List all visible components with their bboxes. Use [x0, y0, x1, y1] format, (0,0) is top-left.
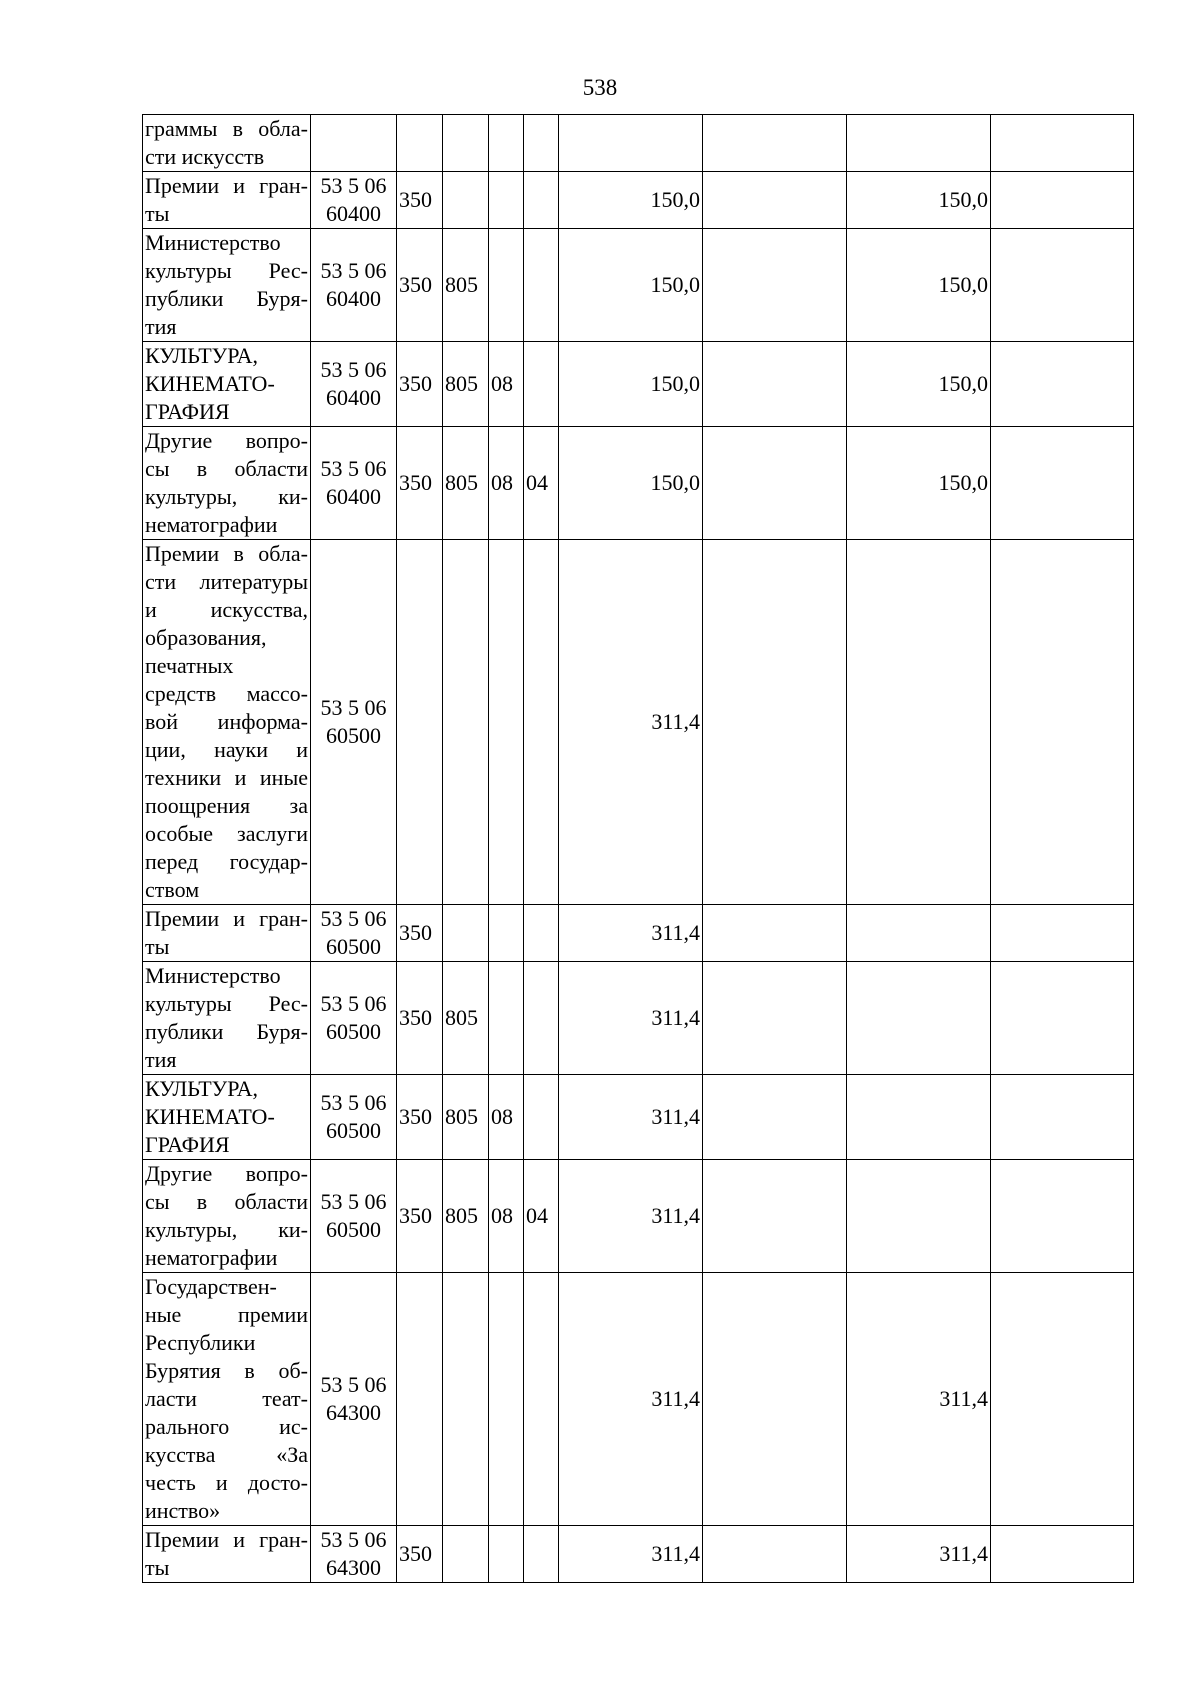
row-code [311, 172, 397, 229]
row-v3: 150,0 [847, 172, 991, 229]
row-name-line: культуры Рес- [145, 258, 308, 283]
table-row [143, 342, 1134, 427]
row-c2 [443, 1526, 489, 1583]
row-code [311, 1273, 397, 1526]
row-code-line: 53 5 06 [320, 173, 387, 198]
row-name-line: Премии в обла- [145, 541, 308, 566]
table-body [143, 115, 1134, 1583]
row-code-line: 64300 [326, 1555, 381, 1580]
row-name-line: Премии и гран- [145, 906, 308, 931]
row-c4 [524, 342, 559, 427]
table-row [143, 1075, 1134, 1160]
row-v4 [991, 1273, 1134, 1526]
row-name-line: КИНЕМАТО- [145, 371, 275, 396]
row-name-line: Премии и гран- [145, 173, 308, 198]
row-c2 [443, 115, 489, 172]
row-name-line: перед государ- [145, 849, 308, 874]
row-name-line: рального ис- [145, 1414, 308, 1439]
row-name [143, 962, 311, 1075]
row-code-line: 60500 [326, 1019, 381, 1044]
row-name-line: честь и досто- [145, 1470, 308, 1495]
row-v1: 311,4 [559, 962, 703, 1075]
row-v4 [991, 427, 1134, 540]
row-name-line: Государствен- [145, 1274, 277, 1299]
row-name-line: нематографии [145, 1245, 278, 1270]
row-code [311, 1526, 397, 1583]
row-code-line: 53 5 06 [320, 1527, 387, 1552]
table-row [143, 905, 1134, 962]
row-code [311, 342, 397, 427]
row-code-line: 60500 [326, 1118, 381, 1143]
row-code-line: 53 5 06 [320, 1372, 387, 1397]
row-code-line: 53 5 06 [320, 357, 387, 382]
row-name-line: кусства «За [145, 1442, 308, 1467]
row-name-line: Министерство [145, 230, 281, 255]
row-c1: 350 [397, 342, 443, 427]
row-name-line: граммы в обла- [145, 116, 308, 141]
row-c1: 350 [397, 229, 443, 342]
row-v2 [703, 540, 847, 905]
row-v3 [847, 1075, 991, 1160]
row-c4: 04 [524, 1160, 559, 1273]
row-v1: 150,0 [559, 229, 703, 342]
row-c4 [524, 1075, 559, 1160]
row-c4 [524, 115, 559, 172]
row-c2 [443, 172, 489, 229]
row-v4 [991, 115, 1134, 172]
row-code-line: 60500 [326, 934, 381, 959]
row-v1: 150,0 [559, 172, 703, 229]
row-c4 [524, 905, 559, 962]
row-name-line: нематографии [145, 512, 278, 537]
row-name-line: тия [145, 1047, 177, 1072]
row-c2: 805 [443, 962, 489, 1075]
row-code-line: 60500 [326, 723, 381, 748]
row-name-line: Бурятия в об- [145, 1358, 308, 1383]
table-row [143, 1273, 1134, 1526]
table-row [143, 1160, 1134, 1273]
row-name-line: публики Буря- [145, 286, 308, 311]
row-code-line: 64300 [326, 1400, 381, 1425]
row-c1 [397, 1273, 443, 1526]
row-code-line: 53 5 06 [320, 991, 387, 1016]
row-c1: 350 [397, 427, 443, 540]
row-name-line: ГРАФИЯ [145, 399, 230, 424]
row-c3: 08 [489, 1075, 524, 1160]
row-c1: 350 [397, 1160, 443, 1273]
row-name-line: КИНЕМАТО- [145, 1104, 275, 1129]
row-v1: 311,4 [559, 905, 703, 962]
row-v3 [847, 962, 991, 1075]
row-c2: 805 [443, 1075, 489, 1160]
table-row [143, 1526, 1134, 1583]
row-name-line: сти искусств [145, 144, 265, 169]
table-row [143, 115, 1134, 172]
row-v4 [991, 1526, 1134, 1583]
row-code-line: 53 5 06 [320, 906, 387, 931]
row-name [143, 540, 311, 905]
row-name-line: сы в области [145, 456, 308, 481]
row-v2 [703, 962, 847, 1075]
row-c1: 350 [397, 1075, 443, 1160]
row-c2: 805 [443, 427, 489, 540]
table-row [143, 540, 1134, 905]
row-c3 [489, 1273, 524, 1526]
row-name-line: Премии и гран- [145, 1527, 308, 1552]
row-v3 [847, 115, 991, 172]
row-name-line: КУЛЬТУРА, [145, 343, 259, 368]
row-code-line: 53 5 06 [320, 1090, 387, 1115]
row-name-line: ты [145, 1555, 170, 1580]
row-v1: 311,4 [559, 1160, 703, 1273]
row-c3: 08 [489, 1160, 524, 1273]
page-number: 538 [582, 75, 618, 100]
row-name-line: и искусства, [145, 597, 308, 622]
row-v2 [703, 1075, 847, 1160]
row-code [311, 115, 397, 172]
row-name-line: культуры, ки- [145, 484, 308, 509]
row-c3 [489, 540, 524, 905]
row-v4 [991, 540, 1134, 905]
table-row [143, 229, 1134, 342]
row-name-line: ласти теат- [145, 1386, 308, 1411]
row-v3: 311,4 [847, 1526, 991, 1583]
row-c3 [489, 115, 524, 172]
row-c1: 350 [397, 1526, 443, 1583]
row-code-line: 60400 [326, 385, 381, 410]
row-c2: 805 [443, 1160, 489, 1273]
row-name [143, 1526, 311, 1583]
row-name-line: вой информа- [145, 709, 308, 734]
row-code [311, 427, 397, 540]
row-c1 [397, 540, 443, 905]
row-code [311, 1075, 397, 1160]
row-c4 [524, 1526, 559, 1583]
row-v3: 150,0 [847, 342, 991, 427]
row-v3 [847, 540, 991, 905]
row-name-line: ГРАФИЯ [145, 1132, 230, 1157]
row-code [311, 540, 397, 905]
row-c1: 350 [397, 172, 443, 229]
row-c4 [524, 229, 559, 342]
row-name-line: Другие вопро- [145, 1161, 308, 1186]
row-name-line: ты [145, 934, 170, 959]
row-name-line: техники и иные [145, 765, 308, 790]
row-code-line: 53 5 06 [320, 1189, 387, 1214]
row-v3: 150,0 [847, 229, 991, 342]
row-v3: 311,4 [847, 1273, 991, 1526]
row-v1 [559, 115, 703, 172]
row-name [143, 342, 311, 427]
row-v4 [991, 962, 1134, 1075]
row-name-line: ные премии [145, 1302, 308, 1327]
row-v1: 311,4 [559, 540, 703, 905]
row-name [143, 172, 311, 229]
row-c3 [489, 229, 524, 342]
row-name-line: культуры, ки- [145, 1217, 308, 1242]
row-name [143, 905, 311, 962]
row-c3 [489, 962, 524, 1075]
row-v2 [703, 172, 847, 229]
row-name [143, 1273, 311, 1526]
row-v1: 311,4 [559, 1075, 703, 1160]
row-name-line: ством [145, 877, 200, 902]
row-name-line: публики Буря- [145, 1019, 308, 1044]
row-name-line: ты [145, 201, 170, 226]
row-name-line: КУЛЬТУРА, [145, 1076, 259, 1101]
budget-table [142, 114, 1134, 1583]
row-code-line: 60400 [326, 484, 381, 509]
row-c1: 350 [397, 905, 443, 962]
row-code [311, 962, 397, 1075]
row-code [311, 229, 397, 342]
row-name-line: тия [145, 314, 177, 339]
row-c4: 04 [524, 427, 559, 540]
row-v4 [991, 172, 1134, 229]
row-v4 [991, 905, 1134, 962]
row-v2 [703, 229, 847, 342]
row-name-line: средств массо- [145, 681, 308, 706]
row-v2 [703, 115, 847, 172]
row-c4 [524, 1273, 559, 1526]
row-c1 [397, 115, 443, 172]
row-c2 [443, 905, 489, 962]
row-name-line: ции, науки и [145, 737, 308, 762]
row-code-line: 53 5 06 [320, 695, 387, 720]
row-v3 [847, 1160, 991, 1273]
row-name [143, 1075, 311, 1160]
table-row [143, 962, 1134, 1075]
row-c4 [524, 540, 559, 905]
row-c4 [524, 172, 559, 229]
row-v2 [703, 1273, 847, 1526]
row-v3 [847, 905, 991, 962]
row-code-line: 60400 [326, 286, 381, 311]
row-c3 [489, 172, 524, 229]
row-c1: 350 [397, 962, 443, 1075]
row-v1: 150,0 [559, 342, 703, 427]
row-name-line: сы в области [145, 1189, 308, 1214]
row-name [143, 229, 311, 342]
row-name [143, 427, 311, 540]
row-c2 [443, 540, 489, 905]
row-v2 [703, 427, 847, 540]
row-c3 [489, 905, 524, 962]
row-name-line: поощрения за [145, 793, 308, 818]
row-v4 [991, 342, 1134, 427]
table-row [143, 427, 1134, 540]
row-code-line: 53 5 06 [320, 258, 387, 283]
row-v2 [703, 1526, 847, 1583]
table-row [143, 172, 1134, 229]
row-v2 [703, 342, 847, 427]
row-c3: 08 [489, 427, 524, 540]
row-c2: 805 [443, 342, 489, 427]
row-c3 [489, 1526, 524, 1583]
row-name-line: печатных [145, 653, 234, 678]
row-name-line: инство» [145, 1498, 221, 1523]
row-v4 [991, 229, 1134, 342]
row-c2 [443, 1273, 489, 1526]
row-v1: 311,4 [559, 1273, 703, 1526]
row-code-line: 60400 [326, 201, 381, 226]
row-v3: 150,0 [847, 427, 991, 540]
row-name [143, 1160, 311, 1273]
row-name-line: культуры Рес- [145, 991, 308, 1016]
row-c2: 805 [443, 229, 489, 342]
row-v4 [991, 1075, 1134, 1160]
row-name-line: Министерство [145, 963, 281, 988]
row-v4 [991, 1160, 1134, 1273]
row-code [311, 905, 397, 962]
row-name-line: особые заслуги [145, 821, 308, 846]
row-name-line: образования, [145, 625, 267, 650]
row-name-line: сти литературы [145, 569, 308, 594]
row-v1: 311,4 [559, 1526, 703, 1583]
row-code-line: 60500 [326, 1217, 381, 1242]
row-v2 [703, 1160, 847, 1273]
row-c3: 08 [489, 342, 524, 427]
row-c4 [524, 962, 559, 1075]
row-name-line: Республики [145, 1330, 256, 1355]
row-v2 [703, 905, 847, 962]
row-code [311, 1160, 397, 1273]
row-v1: 150,0 [559, 427, 703, 540]
row-code-line: 53 5 06 [320, 456, 387, 481]
row-name-line: Другие вопро- [145, 428, 308, 453]
row-name [143, 115, 311, 172]
